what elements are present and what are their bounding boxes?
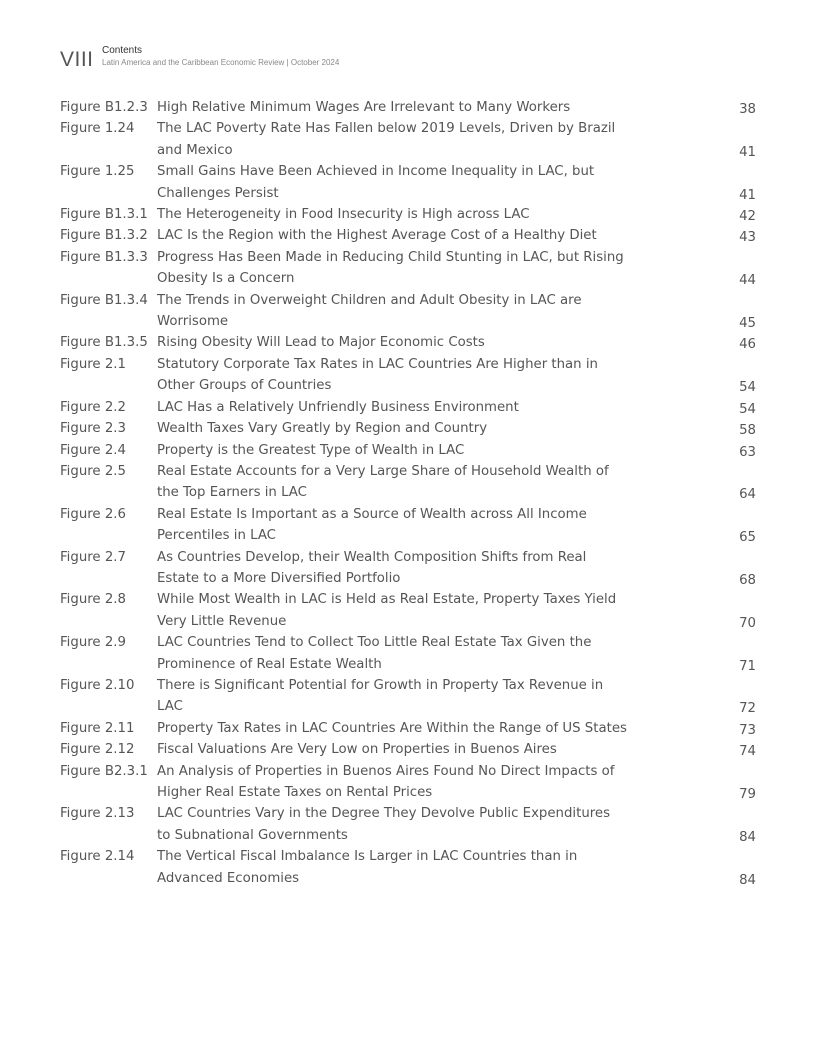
toc-entry[interactable]	[60, 204, 760, 225]
page-number: 42	[739, 209, 756, 225]
page-number: 58	[739, 423, 756, 439]
figure-title: Fiscal Valuations Are Very Low on Properties in Buenos Aires	[157, 742, 557, 758]
page-number: 43	[739, 230, 756, 246]
figure-title: Wealth Taxes Vary Greatly by Region and Country	[157, 421, 488, 437]
toc-entry[interactable]	[60, 589, 760, 632]
figure-title: Real Estate Accounts for a Very Large Share of Household Wealth of the Top Earners in LAC	[157, 463, 609, 501]
page-header	[60, 44, 339, 72]
figure-label: Figure B1.3.4	[60, 292, 148, 308]
page-number: 84	[739, 872, 756, 888]
figure-label: Figure 2.12	[60, 742, 135, 758]
publication-subtitle: Latin America and the Caribbean Economic Review | October 2024	[102, 58, 340, 67]
toc-entry[interactable]	[60, 803, 760, 846]
section-title: Contents	[102, 45, 143, 56]
toc-entry[interactable]	[60, 290, 760, 333]
figure-label: Figure B1.3.5	[60, 335, 148, 351]
figure-label: Figure 2.4	[60, 442, 126, 458]
figure-label: Figure 2.11	[60, 720, 135, 736]
figure-title: LAC Is the Region with the Highest Average Cost of a Healthy Diet	[157, 228, 597, 244]
figure-title: Property Tax Rates in LAC Countries Are Within the Range of US States	[157, 720, 627, 736]
page-number: 70	[739, 615, 756, 631]
figure-title: Rising Obesity Will Lead to Major Economic Costs	[157, 335, 485, 351]
page-number-roman: VIII	[60, 48, 94, 71]
toc-entry[interactable]	[60, 118, 760, 161]
toc-entry[interactable]	[60, 632, 760, 675]
page-number: 63	[739, 444, 756, 460]
figure-label: Figure B1.3.2	[60, 228, 148, 244]
figure-title: The Trends in Overweight Children and Adult Obesity in LAC are Worrisome	[157, 292, 582, 330]
toc-entry[interactable]	[60, 332, 760, 353]
page-number: 72	[739, 701, 756, 717]
page-number: 41	[739, 187, 756, 203]
toc-entry[interactable]	[60, 761, 760, 804]
figure-title: Small Gains Have Been Achieved in Income Inequality in LAC, but Challenges Persist	[157, 164, 595, 201]
header-text	[102, 44, 339, 67]
figure-label: Figure 2.6	[60, 506, 126, 522]
figure-label: Figure 2.14	[60, 849, 135, 865]
toc-entry[interactable]	[60, 225, 760, 246]
toc-entry[interactable]	[60, 97, 760, 118]
figure-title: Progress Has Been Made in Reducing Child Stunting in LAC, but Rising Obesity Is a Concern	[157, 249, 624, 287]
toc-entry[interactable]	[60, 247, 760, 290]
figure-title: Real Estate Is Important as a Source of Wealth across All Income Percentiles in LAC	[157, 506, 587, 544]
page-number: 79	[739, 787, 756, 802]
page-number: 73	[739, 722, 756, 738]
figure-title: The LAC Poverty Rate Has Fallen below 2019 Levels, Driven by Brazil and Mexico	[157, 121, 616, 158]
page-number: 46	[739, 337, 756, 353]
figure-label: Figure 1.24	[60, 121, 135, 137]
page-number: 68	[739, 572, 756, 588]
figure-label: Figure B1.3.1	[60, 207, 148, 223]
toc-entry[interactable]	[60, 846, 760, 889]
page-number: 54	[739, 380, 756, 396]
toc-entry[interactable]	[60, 440, 760, 461]
figure-label: Figure 2.7	[60, 549, 126, 565]
figure-label: Figure 2.13	[60, 806, 135, 822]
figure-label: Figure 2.3	[60, 421, 126, 437]
page-number: 45	[739, 316, 756, 332]
page-number: 41	[739, 144, 756, 160]
page-number: 84	[739, 829, 756, 845]
figure-label: Figure B2.3.1	[60, 763, 148, 779]
figure-title: LAC Has a Relatively Unfriendly Business Environment	[157, 399, 519, 415]
toc-entry[interactable]	[60, 397, 760, 418]
figure-title: Property is the Greatest Type of Wealth in LAC	[157, 442, 465, 458]
toc-entry[interactable]	[60, 718, 760, 739]
page-number: 65	[739, 530, 756, 546]
figure-title: An Analysis of Properties in Buenos Aires Found No Direct Impacts of Higher Real Estate Taxes on Rental Prices	[157, 763, 615, 800]
figure-label: Figure 1.25	[60, 164, 135, 180]
figure-list	[60, 97, 760, 889]
figure-label: Figure 2.9	[60, 635, 126, 651]
toc-entry[interactable]	[60, 354, 760, 397]
figure-title: LAC Countries Vary in the Degree They Devolve Public Expenditures to Subnational Governments	[157, 806, 611, 843]
figure-label: Figure 2.2	[60, 399, 126, 415]
toc-entry[interactable]	[60, 461, 760, 504]
page-number: 44	[739, 273, 756, 289]
figure-title: As Countries Develop, their Wealth Composition Shifts from Real Estate to a More Diversified Portfolio	[157, 549, 587, 586]
figure-title: LAC Countries Tend to Collect Too Little Real Estate Tax Given the Prominence of Real Estate Wealth	[157, 635, 592, 672]
page-number: 64	[739, 487, 756, 503]
figure-title: The Heterogeneity in Food Insecurity is High across LAC	[157, 207, 530, 223]
figure-title: High Relative Minimum Wages Are Irrelevant to Many Workers	[157, 100, 571, 115]
toc-entry[interactable]	[60, 739, 760, 760]
toc-entry[interactable]	[60, 547, 760, 590]
figure-label: Figure 2.5	[60, 463, 126, 479]
figure-label: Figure B1.2.3	[60, 100, 148, 115]
toc-entry[interactable]	[60, 504, 760, 547]
toc-entry[interactable]	[60, 418, 760, 439]
figure-title: There is Significant Potential for Growth in Property Tax Revenue in LAC	[157, 677, 604, 715]
page-number: 71	[739, 658, 756, 674]
page-number: 38	[739, 102, 756, 117]
figure-title: While Most Wealth in LAC is Held as Real Estate, Property Taxes Yield Very Little Revenue	[157, 592, 617, 629]
figure-label: Figure 2.1	[60, 356, 126, 372]
figure-title: Statutory Corporate Tax Rates in LAC Countries Are Higher than in Other Groups of Countries	[157, 356, 598, 394]
figure-label: Figure 2.8	[60, 592, 126, 608]
toc-entry[interactable]	[60, 161, 760, 204]
figure-label: Figure B1.3.3	[60, 249, 148, 265]
figure-title: The Vertical Fiscal Imbalance Is Larger in LAC Countries than in Advanced Economies	[157, 849, 578, 886]
toc-entry[interactable]	[60, 675, 760, 718]
figure-label: Figure 2.10	[60, 677, 135, 693]
page-number: 54	[739, 401, 756, 417]
page-number: 74	[739, 744, 756, 760]
